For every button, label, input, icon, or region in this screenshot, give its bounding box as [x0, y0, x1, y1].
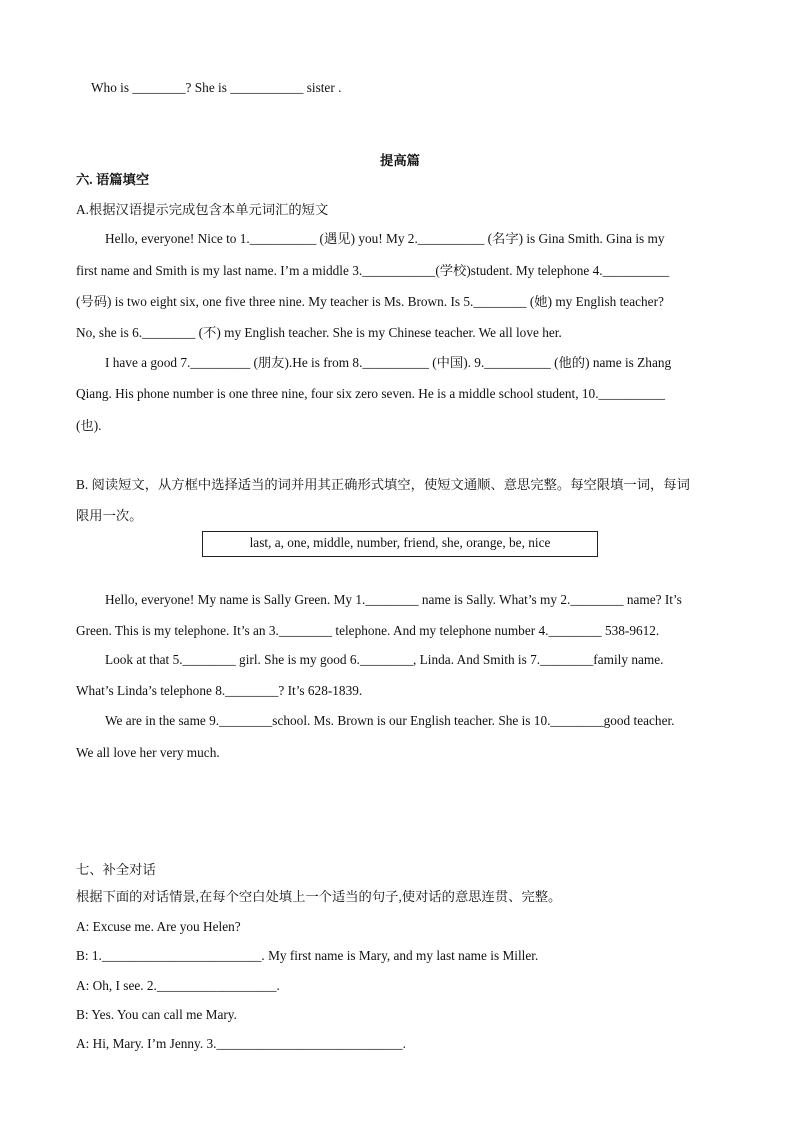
- part-seven-instruction: 根据下面的对话情景,在每个空白处填上一个适当的句子,使对话的意思连贯、完整。: [76, 889, 562, 904]
- part-six-heading: [76, 172, 149, 188]
- dialogue-line: B: Yes. You can call me Mary.: [76, 1007, 237, 1022]
- dialogue-line: A: Hi, Mary. I’m Jenny. 3.____________________________.: [76, 1036, 406, 1051]
- part-six-heading-text: 六. 语篇填空: [76, 172, 150, 187]
- passage-b-line: Look at that 5.________ girl. She is my good 6.________, Linda. And Smith is 7.________family name.: [105, 652, 664, 667]
- passage-b-line: We are in the same 9.________school. Ms. Brown is our English teacher. She is 10.________good teacher.: [105, 713, 675, 728]
- passage-a-line: Qiang. His phone number is one three nine, four six zero seven. He is a middle school student, 10.__________: [76, 386, 666, 401]
- dialogue-line: B: 1.________________________. My first name is Mary, and my last name is Miller.: [76, 948, 539, 963]
- part-b-instruction: B. 阅读短文，从方框中选择适当的词并用其正确形式填空，使短文通顺、意思完整。每空限填一词，每词: [76, 477, 690, 492]
- part-b-instruction: 限用一次。: [76, 508, 143, 523]
- dialogue-line: A: Oh, I see. 2.__________________.: [76, 978, 280, 993]
- passage-a-line: I have a good 7._________ (朋友).He is from 8.__________ (中国). 9.__________ (他的) name is Zhang: [105, 355, 672, 370]
- passage-b-line: What’s Linda’s telephone 8.________? It’s 628-1839.: [76, 683, 363, 698]
- fill-blank-sentence: Who is ________? She is ___________ sister .: [91, 80, 342, 95]
- passage-a-line: No, she is 6.________ (不) my English teacher. She is my Chinese teacher. We all love her.: [76, 325, 562, 340]
- passage-b-line: We all love her very much.: [76, 745, 220, 760]
- word-box: last, a, one, middle, number, friend, she, orange, be, nice: [202, 531, 598, 557]
- part-seven-heading: 七、补全对话: [76, 862, 156, 877]
- passage-a-line: (号码) is two eight six, one five three nine. My teacher is Ms. Brown. Is 5.________ (她) my English teacher?: [76, 294, 664, 309]
- passage-a-line: Hello, everyone! Nice to 1.__________ (遇见) you! My 2.__________ (名字) is Gina Smith. Gina is my: [105, 231, 665, 246]
- passage-a-line: (也).: [76, 418, 102, 433]
- passage-b-line: Green. This is my telephone. It’s an 3.________ telephone. And my telephone number 4.________ 538-9612.: [76, 623, 660, 638]
- dialogue-line: A: Excuse me. Are you Helen?: [76, 919, 241, 934]
- passage-a-line: first name and Smith is my last name. I’m a middle 3.___________(学校)student. My telephone 4.__________: [76, 263, 670, 278]
- passage-b-line: Hello, everyone! My name is Sally Green. My 1.________ name is Sally. What’s my 2.________ name? It’s: [105, 592, 682, 607]
- section-title: 提高篇: [380, 153, 420, 168]
- part-a-instruction: A.根据汉语提示完成包含本单元词汇的短文: [76, 202, 329, 217]
